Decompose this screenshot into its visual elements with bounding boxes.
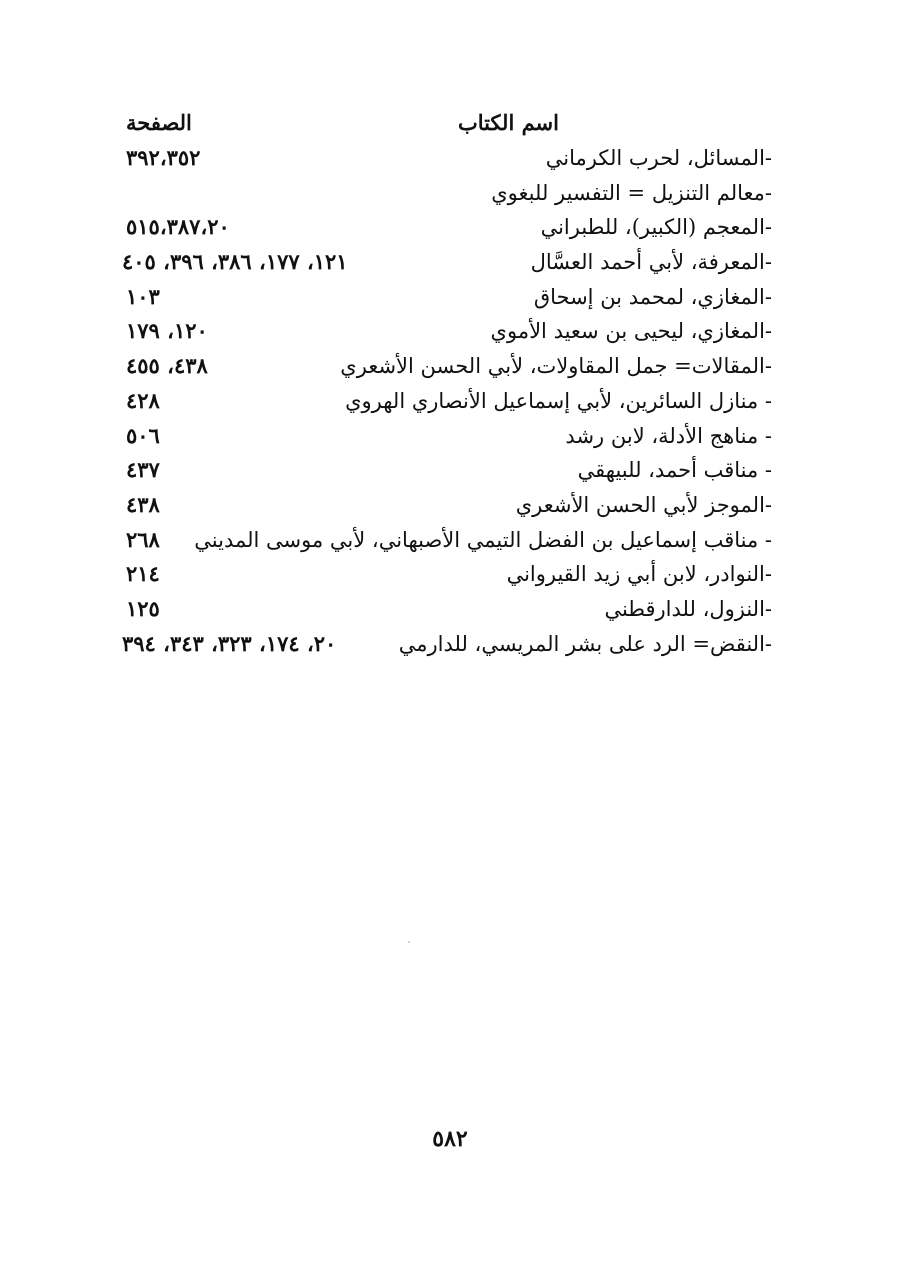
index-entry xyxy=(118,141,772,176)
entry-pages: ٤٢٨ xyxy=(126,387,160,413)
entry-title: - منازل السائرين، لأبي إسماعيل الأنصاري الهروي xyxy=(345,388,772,413)
entry-title: -المعرفة، لأبي أحمد العسَّال xyxy=(530,250,772,275)
index-entry xyxy=(118,592,772,627)
index-entry xyxy=(118,280,772,315)
book-name-column-header: اسم الكتاب xyxy=(457,110,559,135)
entry-pages: ٤٣٧ xyxy=(126,457,160,483)
index-entry xyxy=(118,453,772,488)
entry-title: -النوادر، لابن أبي زيد القيرواني xyxy=(506,562,772,587)
entry-title: -النزول، للدارقطني xyxy=(604,596,772,621)
index-entry xyxy=(118,210,772,245)
index-entry xyxy=(118,557,772,592)
entry-pages: ٥١٥،٣٨٧،٢٠ xyxy=(126,214,230,240)
index-entry xyxy=(118,176,772,211)
book-index-list xyxy=(118,141,772,661)
entry-pages: ٣٩٢،٣٥٢ xyxy=(126,145,201,170)
entry-title: -الموجز لأبي الحسن الأشعري xyxy=(515,492,772,517)
entry-title: - مناهج الأدلة، لابن رشد xyxy=(565,423,772,448)
entry-pages: ٤٣٨ xyxy=(126,491,160,517)
entry-title: -المغازي، لمحمد بن إسحاق xyxy=(533,284,772,309)
entry-pages: ٥٠٦ xyxy=(126,422,160,448)
entry-pages: ٢١٤ xyxy=(126,561,160,587)
index-header xyxy=(118,108,772,138)
entry-title: - مناقب أحمد، للبيهقي xyxy=(577,458,772,483)
entry-title: -المسائل، لحرب الكرماني xyxy=(545,146,772,170)
scan-speck xyxy=(408,941,410,943)
entry-pages: ١٢٠، ١٧٩ xyxy=(126,318,208,344)
entry-title: -المغازي، ليحيى بن سعيد الأموي xyxy=(490,319,772,344)
entry-pages: ١٠٣ xyxy=(126,283,160,309)
page-column-header: الصفحة xyxy=(126,110,192,135)
entry-pages: ١٢١، ١٧٧، ٣٨٦، ٣٩٦، ٤٠٥ xyxy=(122,249,348,275)
index-entry xyxy=(118,419,772,454)
entry-title: -المقالات= جمل المقاولات، لأبي الحسن الأشعري xyxy=(340,354,772,379)
entry-title: -المعجم (الكبير)، للطبراني xyxy=(540,215,772,240)
index-entry xyxy=(118,523,772,558)
index-entry xyxy=(118,627,772,662)
index-entry xyxy=(118,488,772,523)
index-entry xyxy=(118,384,772,419)
entry-pages: ٢٠، ١٧٤، ٣٢٣، ٣٤٣، ٣٩٤ xyxy=(122,630,337,656)
entry-title: -النقض= الرد على بشر المريسي، للدارمي xyxy=(398,631,772,656)
entry-title: - مناقب إسماعيل بن الفضل التيمي الأصبهاني، لأبي موسى المديني xyxy=(194,527,772,552)
entry-pages: ١٢٥ xyxy=(126,595,160,621)
entry-title: -معالم التنزيل = التفسير للبغوي xyxy=(491,180,772,205)
page-number: ٥٨٢ xyxy=(432,1126,468,1152)
entry-pages: ٢٦٨ xyxy=(126,526,160,552)
index-entry xyxy=(118,349,772,384)
entry-pages: ٤٣٨، ٤٥٥ xyxy=(126,353,208,379)
index-entry xyxy=(118,314,772,349)
index-entry xyxy=(118,245,772,280)
